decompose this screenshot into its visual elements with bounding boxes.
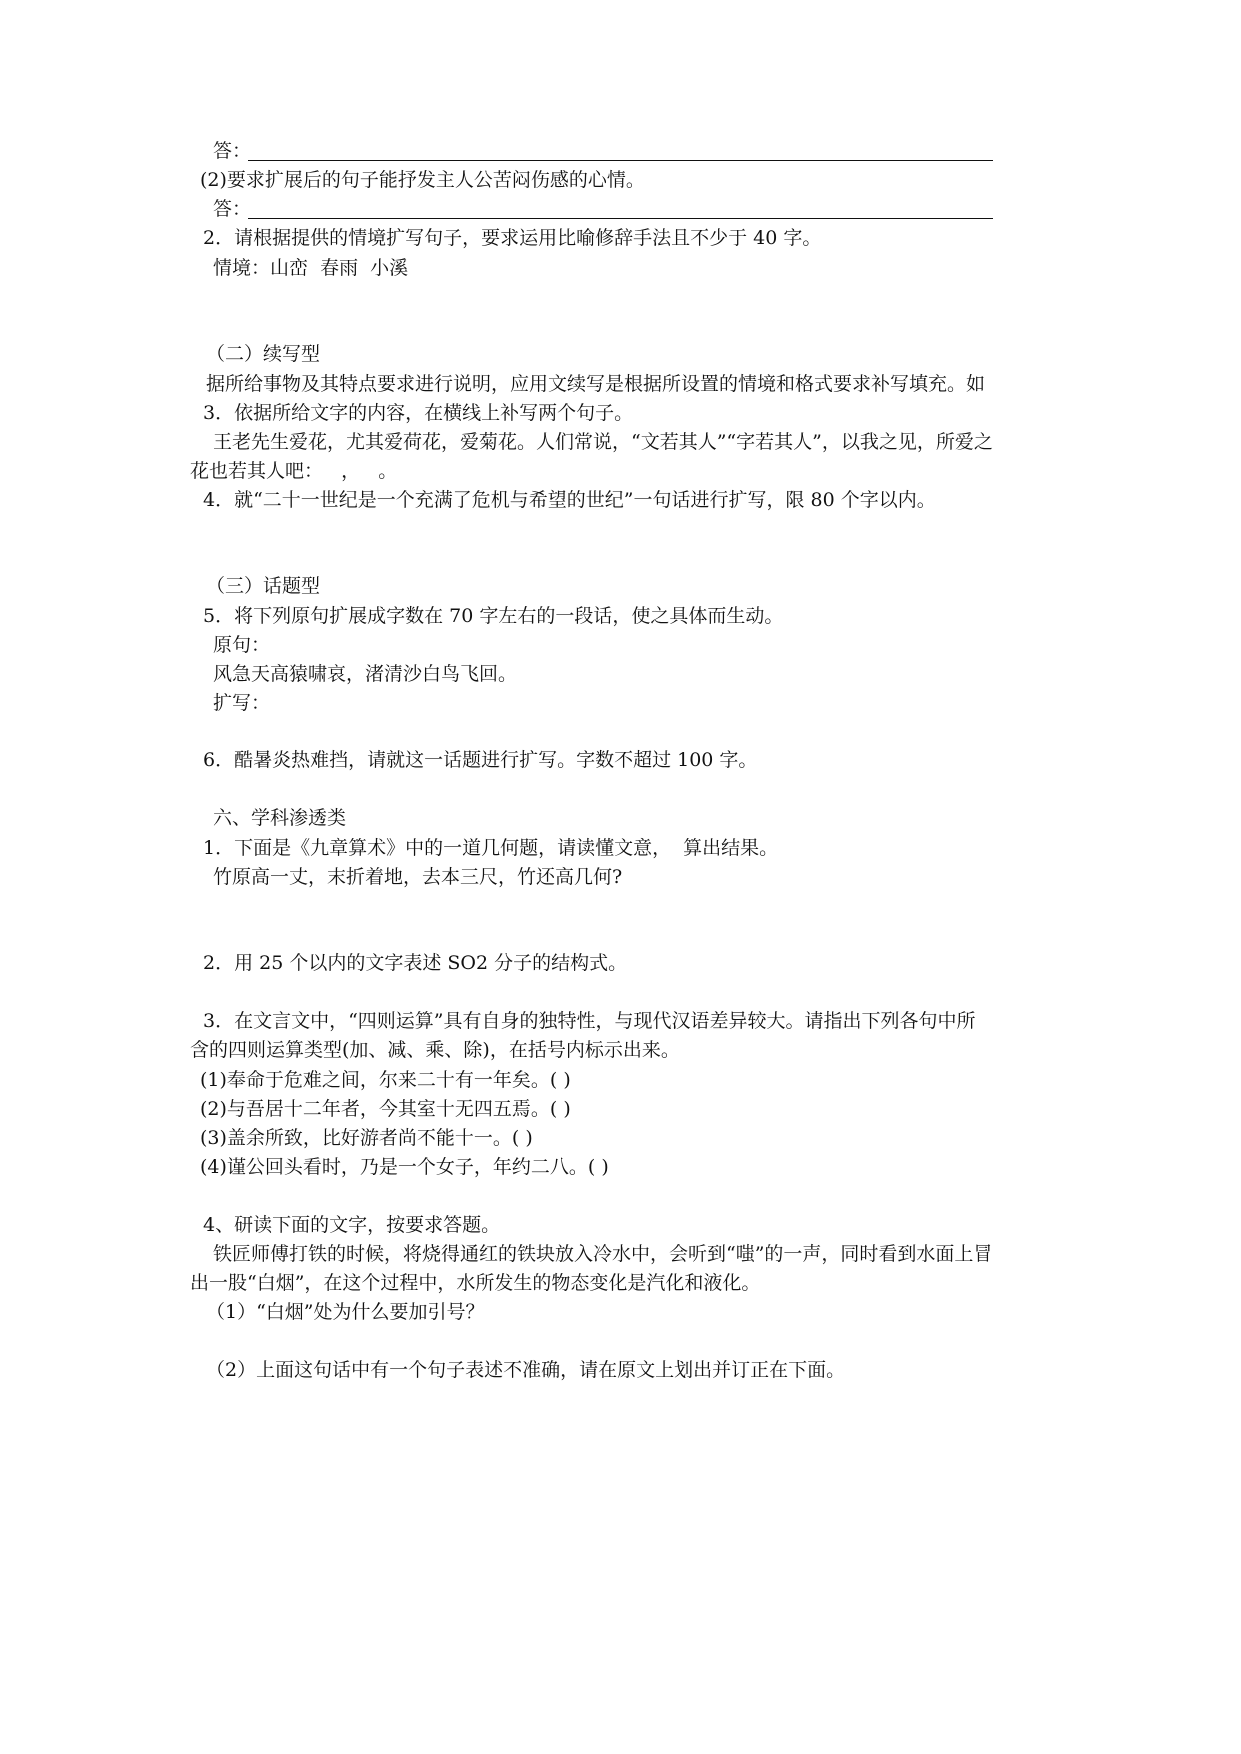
sub-question-4: (4)谨公回头看时，乃是一个女子，年约二八。( )	[200, 1156, 609, 1178]
question-6: 6．酷暑炎热难挡，请就这一话题进行扩写。字数不超过 100 字。	[203, 749, 758, 771]
question-3-passage-line-1: 王老先生爱花，尤其爱荷花，爱菊花。人们常说，“文若其人”“字若其人”，以我之见，所爱之	[213, 431, 993, 453]
blacksmith-sub-question-2: （2）上面这句话中有一个句子表述不准确，请在原文上划出并订正在下面。	[206, 1359, 846, 1381]
original-sentence-label: 原句：	[213, 634, 271, 656]
expansion-label: 扩写：	[213, 692, 271, 714]
scenario-line: 情境：山峦 春雨 小溪	[213, 257, 409, 279]
question-line: (2)要求扩展后的句子能抒发主人公苦闷伤感的心情。	[200, 169, 645, 191]
answer-label-1: 答：	[213, 140, 252, 162]
interdisciplinary-question-3-line-2: 含的四则运算类型(加、减、乘、除)，在括号内标示出来。	[190, 1039, 680, 1061]
question-5: 5．将下列原句扩展成字数在 70 字左右的一段话，使之具体而生动。	[203, 605, 784, 627]
blacksmith-passage-line-1: 铁匠师傅打铁的时候，将烧得通红的铁块放入冷水中，会听到“嗤”的一声，同时看到水面上冒	[213, 1243, 993, 1265]
question-3-passage-line-2: 花也若其人吧： ， 。	[190, 460, 398, 482]
sub-question-2: (2)与吾居十二年者，今其室十无四五焉。( )	[200, 1098, 571, 1120]
section-heading-interdisciplinary: 六、学科渗透类	[213, 807, 347, 829]
answer-blank-2[interactable]	[248, 218, 993, 219]
question-2-extend: 2．请根据提供的情境扩写句子，要求运用比喻修辞手法且不少于 40 字。	[203, 227, 822, 249]
interdisciplinary-question-2: 2．用 25 个以内的文字表述 SO2 分子的结构式。	[203, 952, 628, 974]
sub-question-1: (1)奉命于危难之间，尔来二十有一年矣。( )	[200, 1069, 571, 1091]
interdisciplinary-question-3-line-1: 3．在文言文中，“四则运算”具有自身的独特性，与现代汉语差异较大。请指出下列各句中所	[203, 1010, 976, 1032]
answer-blank-1[interactable]	[248, 160, 993, 161]
question-4: 4．就“二十一世纪是一个充满了危机与希望的世纪”一句话进行扩写，限 80 个字以内。	[203, 489, 936, 511]
interdisciplinary-question-4: 4、研读下面的文字，按要求答题。	[203, 1214, 501, 1236]
blacksmith-sub-question-1: （1）“白烟”处为什么要加引号？	[206, 1301, 485, 1323]
sub-question-3: (3)盖余所致，比好游者尚不能十一。( )	[200, 1127, 533, 1149]
blacksmith-passage-line-2: 出一股“白烟”，在这个过程中，水所发生的物态变化是汽化和液化。	[190, 1272, 761, 1294]
section-heading-continuation: （二）续写型	[206, 343, 321, 365]
section-description: 据所给事物及其特点要求进行说明，应用文续写是根据所设置的情境和格式要求补写填充。如	[206, 373, 986, 395]
bamboo-problem: 竹原高一丈，末折着地，去本三尺，竹还高几何?	[213, 866, 623, 888]
interdisciplinary-question-1: 1．下面是《九章算术》中的一道几何题，请读懂文意， 算出结果。	[203, 837, 779, 859]
original-sentence: 风急天高猿啸哀，渚清沙白鸟飞回。	[213, 663, 518, 685]
section-heading-topic: （三）话题型	[206, 575, 321, 597]
question-3: 3．依据所给文字的内容，在横线上补写两个句子。	[203, 402, 634, 424]
answer-label-2: 答：	[213, 198, 252, 220]
